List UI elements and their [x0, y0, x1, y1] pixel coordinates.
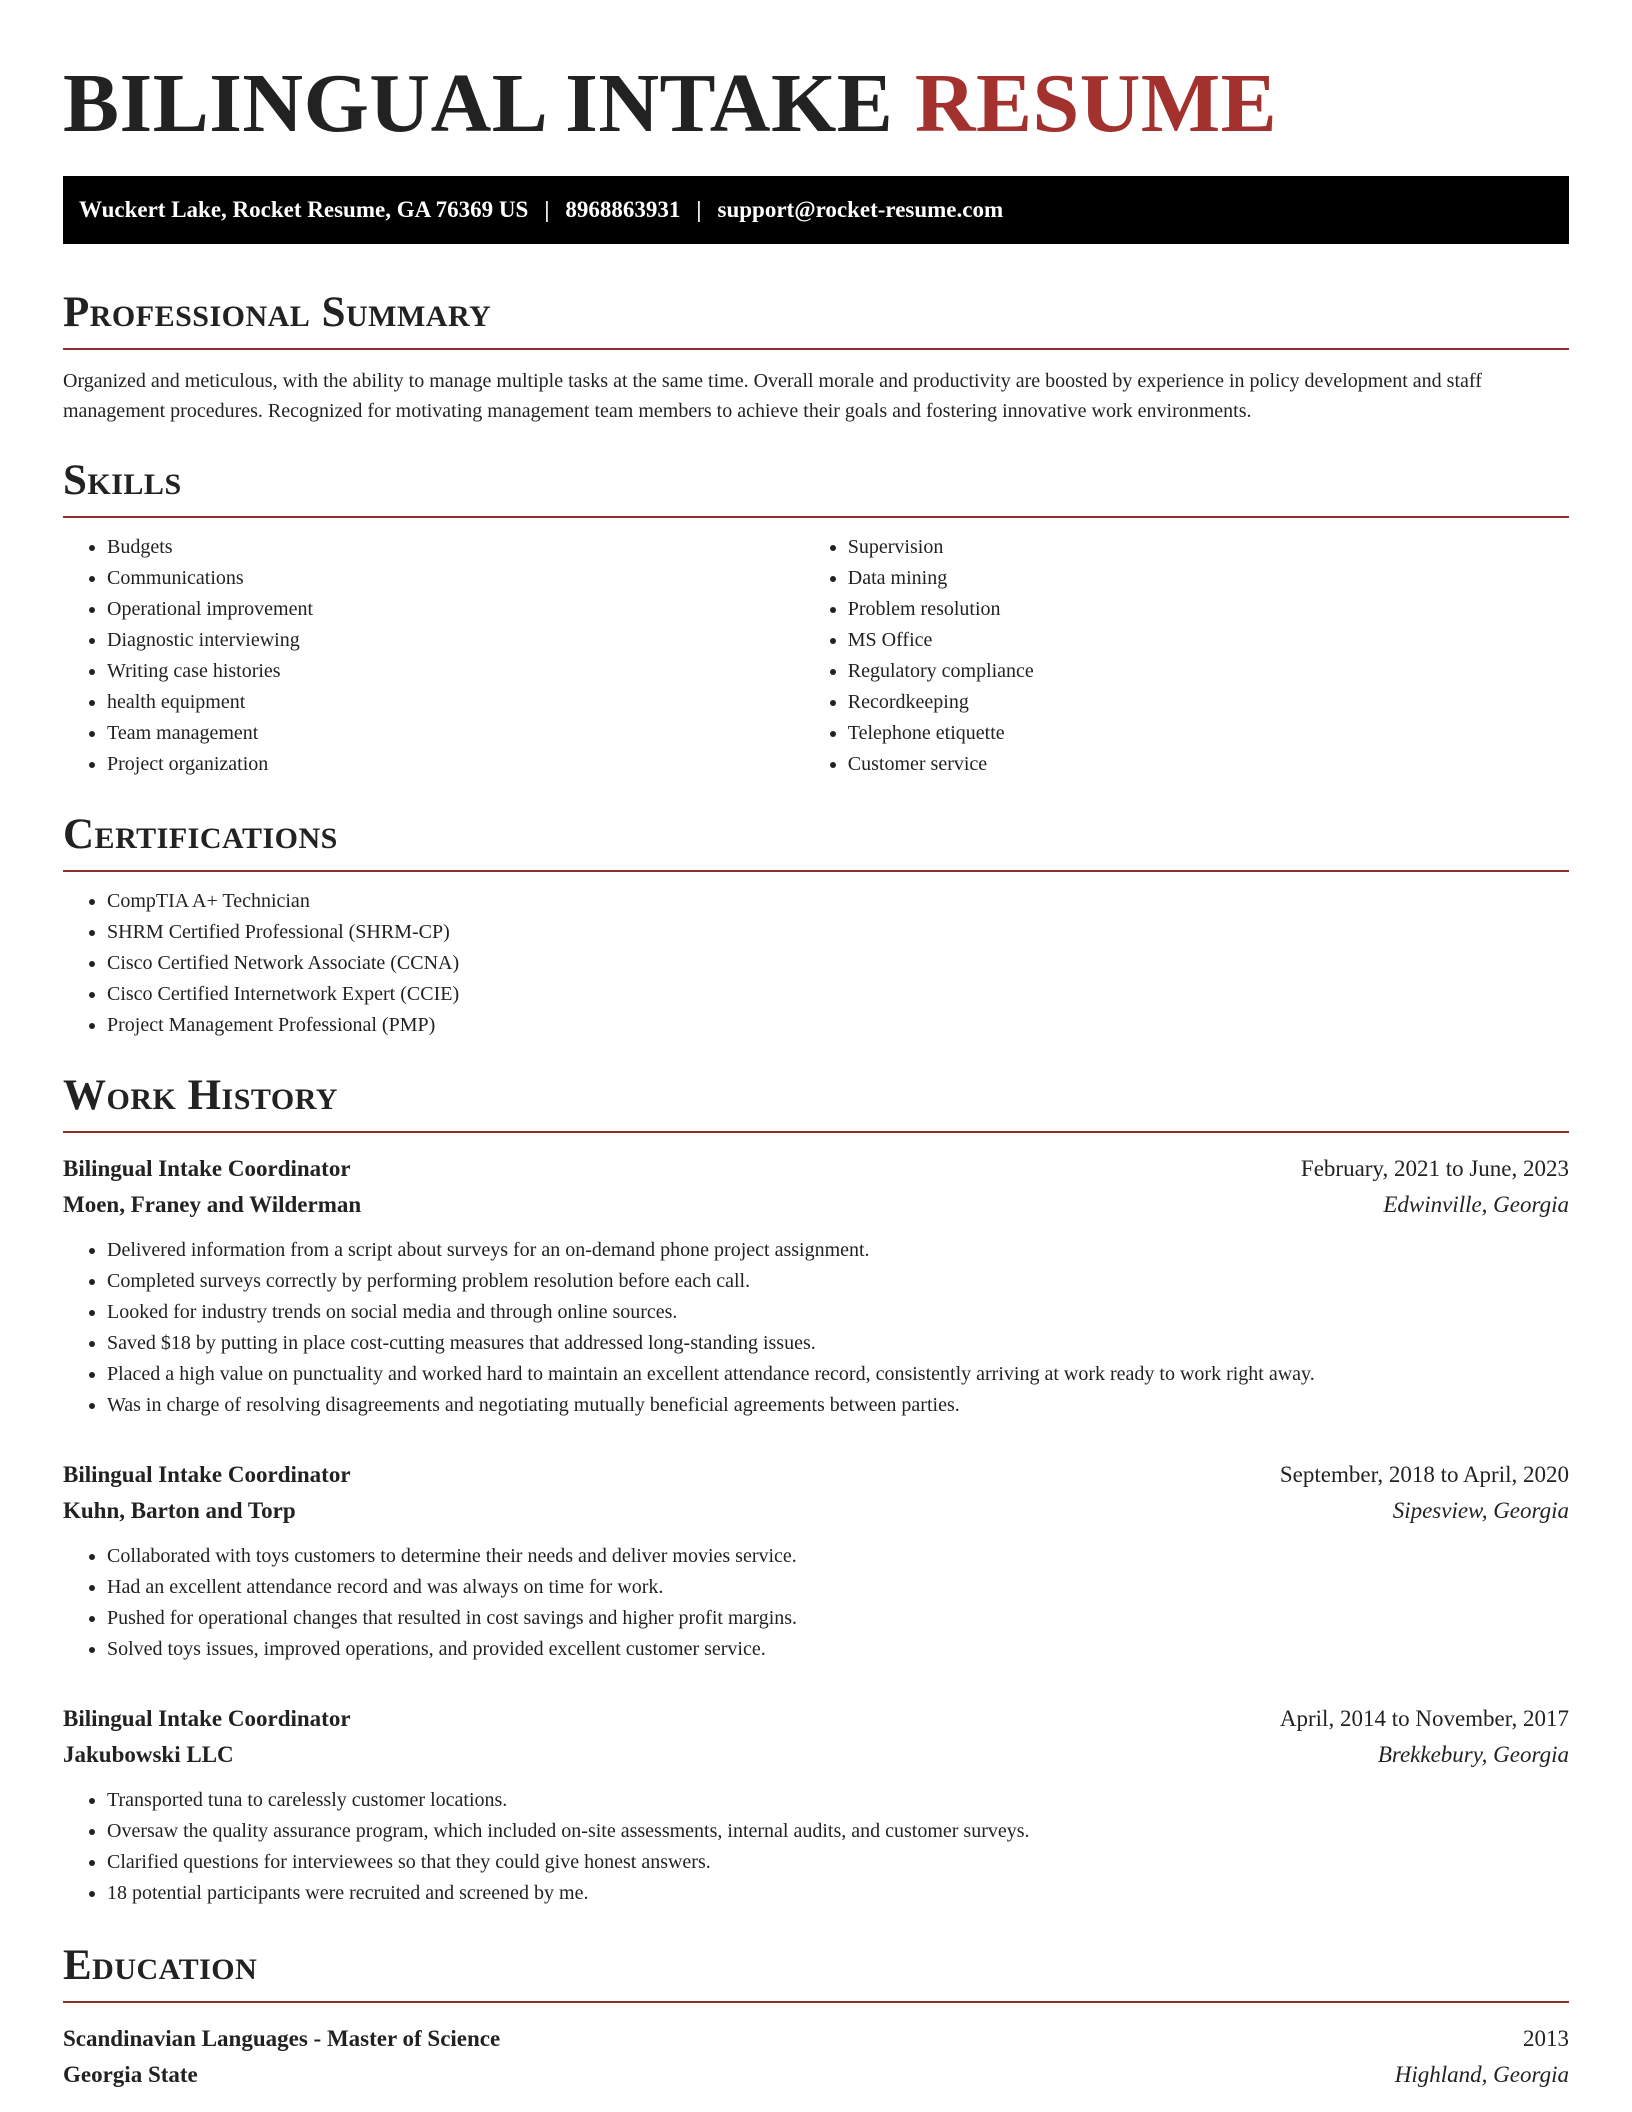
- list-item: • SHRM Certified Professional (SHRM-CP): [107, 917, 1569, 948]
- section-heading-skills: Skills: [63, 456, 1569, 518]
- list-item: • Operational improvement: [107, 594, 804, 625]
- list-item: • Regulatory compliance: [848, 656, 1569, 687]
- list-item: • Cisco Certified Internetwork Expert (CCIE): [107, 979, 1569, 1010]
- job-dates: April, 2014 to November, 2017: [1279, 1706, 1569, 1731]
- contact-separator: |: [544, 197, 550, 222]
- list-item: • Telephone etiquette: [848, 718, 1569, 749]
- summary-section: [63, 288, 1569, 426]
- list-item: • Diagnostic interviewing: [107, 625, 804, 656]
- certifications-section: [63, 810, 1569, 1041]
- skills-list-right: [804, 532, 1569, 780]
- job-header-row: [63, 1457, 1569, 1493]
- section-heading-summary: Professional Summary: [63, 288, 1569, 350]
- list-item: • CompTIA A+ Technician: [107, 886, 1569, 917]
- education-row-1: [63, 2021, 1569, 2057]
- section-heading-education: Education: [63, 1941, 1569, 2003]
- contact-bar: [63, 176, 1569, 244]
- job-title: Bilingual Intake Coordinator: [63, 1156, 351, 1181]
- title-main: BILINGUAL INTAKE: [63, 57, 894, 150]
- list-item: • Solved toys issues, improved operations, and provided excellent customer service.: [107, 1634, 1569, 1665]
- list-item: • Had an excellent attendance record and was always on time for work.: [107, 1572, 1569, 1603]
- list-item: • Completed surveys correctly by performing problem resolution before each call.: [107, 1266, 1569, 1297]
- resume-title: [63, 56, 1569, 152]
- job-title: Bilingual Intake Coordinator: [63, 1706, 351, 1731]
- list-item: • 18 potential participants were recruited and screened by me.: [107, 1878, 1569, 1909]
- education-degree: Scandinavian Languages - Master of Science: [63, 2026, 501, 2051]
- job-header-row: [63, 1701, 1569, 1737]
- job-company-row: [63, 1737, 1569, 1773]
- list-item: • Pushed for operational changes that resulted in cost savings and higher profit margins.: [107, 1603, 1569, 1634]
- job-dates: February, 2021 to June, 2023: [1300, 1156, 1569, 1181]
- job-company: Jakubowski LLC: [63, 1742, 234, 1767]
- job-company: Moen, Franey and Wilderman: [63, 1192, 362, 1217]
- job-bullets: [63, 1235, 1569, 1421]
- list-item: • Cisco Certified Network Associate (CCNA): [107, 948, 1569, 979]
- job-company-row: [63, 1493, 1569, 1529]
- job-entry: [63, 1457, 1569, 1665]
- list-item: • Project Management Professional (PMP): [107, 1010, 1569, 1041]
- list-item: • Writing case histories: [107, 656, 804, 687]
- summary-text: Organized and meticulous, with the ability to manage multiple tasks at the same time. Overall morale and productivity are boosted by experience in policy development and staff management procedures. Recognized for motivating management team members to achieve their goals and fostering innovative work environments.: [63, 370, 1482, 422]
- contact-email[interactable]: support@rocket-resume.com: [717, 197, 1004, 222]
- education-row-2: [63, 2057, 1569, 2093]
- section-heading-certifications: Certifications: [63, 810, 1569, 872]
- list-item: • Saved $18 by putting in place cost-cutting measures that addressed long-standing issues.: [107, 1328, 1569, 1359]
- skills-grid: [63, 532, 1569, 780]
- job-company-row: [63, 1187, 1569, 1223]
- job-location: Edwinville, Georgia: [1383, 1192, 1569, 1217]
- job-bullets: [63, 1785, 1569, 1909]
- list-item: • Problem resolution: [848, 594, 1569, 625]
- list-item: • Project organization: [107, 749, 804, 780]
- list-item: • Was in charge of resolving disagreements and negotiating mutually beneficial agreements between parties.: [107, 1390, 1569, 1421]
- list-item: • Collaborated with toys customers to determine their needs and deliver movies service.: [107, 1541, 1569, 1572]
- section-heading-work-history: Work History: [63, 1071, 1569, 1133]
- job-company: Kuhn, Barton and Torp: [63, 1498, 296, 1523]
- list-item: • Communications: [107, 563, 804, 594]
- list-item: • Placed a high value on punctuality and worked hard to maintain an excellent attendance record, consistently arriving at work ready to work right away.: [107, 1359, 1569, 1390]
- education-section: [63, 1941, 1569, 2093]
- list-item: • health equipment: [107, 687, 804, 718]
- contact-separator: |: [696, 197, 702, 222]
- job-title: Bilingual Intake Coordinator: [63, 1462, 351, 1487]
- contact-address: Wuckert Lake, Rocket Resume, GA 76369 US: [79, 197, 529, 222]
- contact-phone[interactable]: 8968863931: [565, 197, 681, 222]
- list-item: • Data mining: [848, 563, 1569, 594]
- list-item: • Oversaw the quality assurance program, which included on-site assessments, internal audits, and customer surveys.: [107, 1816, 1569, 1847]
- list-item: • MS Office: [848, 625, 1569, 656]
- education-year: 2013: [1523, 2026, 1569, 2051]
- list-item: • Customer service: [848, 749, 1569, 780]
- list-item: • Delivered information from a script about surveys for an on-demand phone project assignment.: [107, 1235, 1569, 1266]
- list-item: • Clarified questions for interviewees so that they could give honest answers.: [107, 1847, 1569, 1878]
- list-item: • Supervision: [848, 532, 1569, 563]
- list-item: • Recordkeeping: [848, 687, 1569, 718]
- work-history-section: [63, 1071, 1569, 1909]
- certifications-list: [63, 886, 1569, 1041]
- job-dates: September, 2018 to April, 2020: [1279, 1462, 1569, 1487]
- list-item: • Transported tuna to carelessly customer locations.: [107, 1785, 1569, 1816]
- education-school: Georgia State: [63, 2062, 198, 2087]
- skills-list-left: [63, 532, 804, 780]
- job-entry: [63, 1151, 1569, 1421]
- education-entry: [63, 2021, 1569, 2093]
- skills-section: [63, 456, 1569, 780]
- job-header-row: [63, 1151, 1569, 1187]
- list-item: • Team management: [107, 718, 804, 749]
- title-accent: RESUME: [914, 57, 1278, 150]
- job-bullets: [63, 1541, 1569, 1665]
- job-location: Sipesview, Georgia: [1392, 1498, 1569, 1523]
- job-location: Brekkebury, Georgia: [1377, 1742, 1569, 1767]
- job-entry: [63, 1701, 1569, 1909]
- list-item: • Looked for industry trends on social media and through online sources.: [107, 1297, 1569, 1328]
- education-location: Highland, Georgia: [1394, 2062, 1569, 2087]
- jobs-container: [63, 1151, 1569, 1909]
- list-item: • Budgets: [107, 532, 804, 563]
